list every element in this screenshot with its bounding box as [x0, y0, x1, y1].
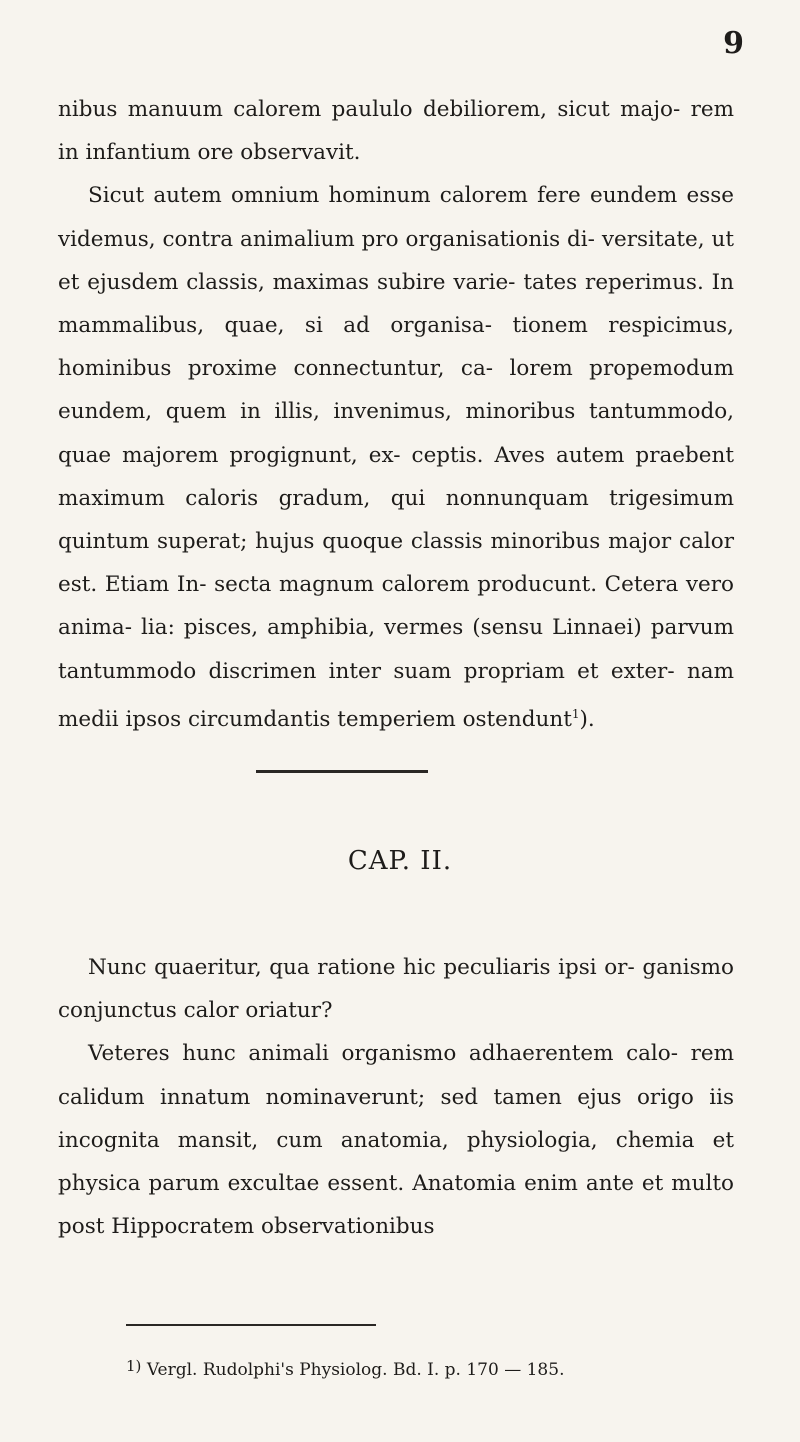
chapter-heading: CAP. II.: [347, 846, 453, 876]
text-line: tates reperimus. In mammalibus, quae, si ad organisa-: [58, 269, 734, 339]
text-line: quoque classis minoribus major calor est. Etiam In-: [58, 529, 734, 598]
text-line: origo iis incognita mansit, cum anatomia, physiologia,: [58, 1084, 734, 1153]
text-line: lia: pisces, amphibia, vermes (sensu Linnaei) parvum: [141, 615, 734, 641]
text-line: tionem respicimus, hominibus proxime connectuntur, ca-: [58, 313, 735, 382]
footnote-divider: [126, 1324, 376, 1326]
text-line: qui nonnunquam trigesimum quintum superat; hujus: [58, 485, 734, 555]
sentence-end: ).: [579, 707, 595, 732]
text-line: ceptis. Aves autem praebent maximum caloris gradum,: [58, 442, 734, 511]
text-line: secta magnum calorem producunt. Cetera vero anima-: [58, 572, 734, 641]
text-line: minoribus tantummodo, quae majorem progignunt, ex-: [58, 399, 734, 468]
text-line: Nunc quaeritur, qua ratione hic peculiaris ipsi or-: [88, 955, 635, 980]
text-line: rem in infantium ore observavit.: [58, 97, 734, 166]
paragraph-animal-heat: [58, 174, 734, 741]
footnote-marker: 1): [126, 1357, 142, 1375]
text-line: Veteres hunc animali organismo adhaerentem calo-: [88, 1041, 679, 1067]
main-text-top: [58, 88, 734, 741]
page-number: 9: [723, 26, 744, 61]
text-line: lorem propemodum eundem, quem in illis, invenimus,: [58, 356, 734, 425]
text-line: rem calidum innatum nominaverunt; sed tamen ejus: [58, 1041, 734, 1110]
text-line: Sicut autem omnium hominum calorem fere eundem: [88, 183, 678, 209]
footnote-text: Vergl. Rudolphi's Physiolog. Bd. I. p. 170 — 185.: [146, 1360, 565, 1380]
text-line: ganismo conjunctus calor oriatur?: [58, 955, 734, 1024]
text-line: nam medii ipsos circumdantis temperiem ostendunt: [58, 658, 734, 732]
text-line: nibus manuum calorem paululo debiliorem, sicut majo-: [58, 97, 681, 122]
footnote-reference[interactable]: 1: [571, 706, 580, 721]
section-divider: [256, 770, 428, 773]
main-text-bottom: [58, 946, 734, 1248]
text-line: chemia et physica parum excultae essent. Anatomia: [58, 1127, 734, 1197]
text-line: tantummodo discrimen inter suam propriam et exter-: [58, 658, 675, 684]
paragraph-veteres: [58, 1032, 734, 1248]
text-line: enim ante et multo post Hippocratem observationibus: [58, 1171, 734, 1240]
text-line: esse videmus, contra animalium pro organisationis di-: [58, 183, 734, 252]
paragraph-question: [58, 946, 734, 1032]
footnote: [126, 1354, 564, 1382]
paragraph-continuation: [58, 88, 734, 174]
text-line: versitate, ut et ejusdem classis, maximas subire varie-: [58, 226, 734, 295]
